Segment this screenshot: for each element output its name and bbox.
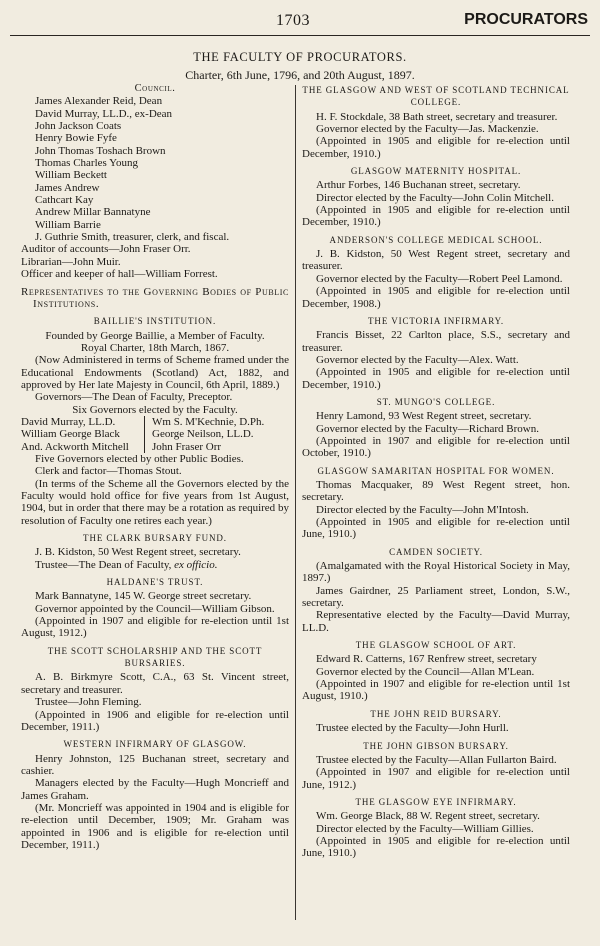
charter-line: Charter, 6th June, 1796, and 20th August, 1897. — [185, 68, 415, 82]
section-heading-anderson: ANDERSON'S COLLEGE MEDICAL SCHOOL. — [329, 234, 543, 245]
section-heading-haldane: HALDANE'S TRUST. — [106, 577, 204, 588]
council-member: John Thomas Toshach Brown — [35, 144, 166, 157]
baillie-clerk: Clerk and factor—Thomas Stout. — [35, 465, 182, 478]
baillie-five-governors: Five Governors elected by other Public Bodies. — [35, 452, 244, 465]
technical-secretary: H. F. Stockdale, 38 Bath street, secretary and treasurer. — [316, 110, 558, 123]
section-heading-victoria: THE VICTORIA INFIRMARY. — [368, 315, 504, 326]
haldane-secretary: Mark Bannatyne, 145 W. George street secretary. — [35, 590, 252, 603]
section-heading-clark: THE CLARK BURSARY FUND. — [83, 533, 227, 544]
haldane-governor: Governor appointed by the Council—William Gibson. — [35, 602, 275, 615]
anderson-appointed: (Appointed in 1905 and eligible for re-election until December, 1908.) — [302, 285, 570, 310]
anderson-governor: Governor elected by the Faculty—Robert Peel Lamond. — [316, 272, 563, 285]
mungo-secretary: Henry Lamond, 93 West Regent street, secretary. — [316, 410, 532, 423]
baillie-royal-charter: Royal Charter, 18th March, 1867. — [80, 341, 230, 354]
maternity-secretary: Arthur Forbes, 146 Buchanan street, secretary. — [316, 179, 521, 192]
governor-name: Wm S. M'Kechnie, D.Ph. — [152, 415, 265, 428]
eye-director: Director elected by the Faculty—William Gillies. — [316, 822, 534, 835]
technical-appointed: (Appointed in 1905 and eligible for re-election until December, 1910.) — [302, 135, 570, 160]
victoria-appointed: (Appointed in 1905 and eligible for re-election until December, 1910.) — [302, 366, 570, 391]
page-title: THE FACULTY OF PROCURATORS. — [193, 50, 407, 64]
baillie-administered-note: (Now Administered in terms of Scheme framed under the Educational Endowments (Scotland) Act, 1882, and approved by Her late Majesty in Council, 6th April, 1889.) — [21, 354, 289, 391]
governors-left-list — [21, 416, 145, 453]
right-column — [302, 84, 570, 942]
art-governor: Governor elected by the Council—Allan M'Lean. — [316, 665, 535, 678]
victoria-secretary: Francis Bisset, 22 Carlton place, S.S., secretary and treasurer. — [302, 329, 570, 354]
haldane-appointed: (Appointed in 1907 and eligible for re-election until 1st August, 1912.) — [21, 615, 289, 640]
maternity-appointed: (Appointed in 1905 and eligible for re-election until December, 1910.) — [302, 204, 570, 229]
scott-appointed: (Appointed in 1906 and eligible for re-election until December, 1911.) — [21, 708, 289, 733]
council-member: Thomas Charles Young — [35, 157, 138, 170]
section-heading-gibson: THE JOHN GIBSON BURSARY. — [363, 740, 509, 751]
page-number: 1703 — [276, 12, 310, 29]
council-member: Andrew Millar Bannatyne — [35, 206, 151, 219]
officer-line: Officer and keeper of hall—William Forrest. — [21, 268, 218, 281]
left-column — [21, 83, 289, 941]
anderson-secretary: J. B. Kidston, 50 West Regent street, secretary and treasurer. — [302, 248, 570, 273]
council-member: J. Guthrie Smith, treasurer, clerk, and fiscal. — [35, 231, 230, 244]
western-note: (Mr. Moncrieff was appointed in 1904 and is eligible for re-election until December, 1909; Mr. Graham was appointed in 1906 and is eligible for re-election until December, 1911.) — [21, 801, 289, 851]
samaritan-director: Director elected by the Faculty—John M'Intosh. — [316, 503, 529, 516]
council-member: James Alexander Reid, Dean — [35, 95, 163, 108]
samaritan-secretary: Thomas Macquaker, 89 West Regent street, hon. secretary. — [302, 478, 570, 504]
governors-table — [21, 416, 289, 453]
western-managers: Managers elected by the Faculty—Hugh Moncrieff and James Graham. — [21, 777, 289, 802]
reid-trustee: Trustee elected by the Faculty—John Hurll. — [316, 722, 509, 735]
section-heading-scott: THE SCOTT SCHOLARSHIP AND THE SCOTT BURSARIES. — [47, 645, 263, 669]
mungo-governor: Governor elected by the Faculty—Richard Brown. — [316, 422, 539, 435]
section-heading-baillie: BAILLIE'S INSTITUTION. — [93, 316, 217, 327]
running-head: PROCURATORS — [464, 11, 588, 28]
baillie-scheme-note: (In terms of the Scheme all the Governors elected by the Faculty would hold office for five years from 1st August, 1904, but in order that there may be a rotation as required by resolution of Faculty one retires each year.) — [21, 477, 289, 527]
council-member: David Murray, LL.D., ex-Dean — [35, 107, 173, 120]
baillie-six-governors: Six Governors elected by the Faculty. — [72, 403, 238, 416]
governor-name: David Murray, LL.D. — [21, 415, 116, 428]
camden-secretary: James Gairdner, 25 Parliament street, London, S.W., secretary. — [302, 584, 570, 610]
council-member: James Andrew — [35, 181, 100, 194]
clark-trustee: Trustee—The Dean of Faculty, ex officio. — [35, 558, 218, 571]
scott-trustee: Trustee—John Fleming. — [35, 696, 142, 709]
technical-governor: Governor elected by the Faculty—Jas. Mackenzie. — [316, 123, 539, 136]
western-secretary: Henry Johnston, 125 Buchanan street, secretary and cashier. — [21, 752, 289, 777]
council-member: Cathcart Kay — [35, 194, 94, 207]
camden-representative: Representative elected by the Faculty—David Murray, LL.D. — [302, 609, 570, 634]
eye-appointed: (Appointed in 1905 and eligible for re-election until June, 1910.) — [302, 834, 570, 860]
governor-name: John Fraser Orr — [152, 440, 222, 453]
section-heading-samaritan: GLASGOW SAMARITAN HOSPITAL FOR WOMEN. — [317, 465, 555, 476]
section-heading-technical: THE GLASGOW AND WEST OF SCOTLAND TECHNICAL COLLEGE. — [302, 85, 570, 108]
section-heading-eye: THE GLASGOW EYE INFIRMARY. — [355, 796, 517, 807]
gibson-appointed: (Appointed in 1907 and eligible for re-election until June, 1912.) — [302, 766, 570, 791]
auditor-line: Auditor of accounts—John Fraser Orr. — [21, 243, 191, 256]
mungo-appointed: (Appointed in 1907 and eligible for re-election until October, 1910.) — [302, 434, 570, 460]
governor-name: William George Black — [21, 428, 120, 441]
section-heading-maternity: GLASGOW MATERNITY HOSPITAL. — [350, 166, 522, 177]
art-secretary: Edward R. Catterns, 167 Renfrew street, secretary — [316, 653, 537, 666]
art-appointed: (Appointed in 1907 and eligible for re-election until 1st August, 1910.) — [302, 678, 570, 703]
section-heading-art: THE GLASGOW SCHOOL OF ART. — [355, 640, 517, 651]
scott-secretary: A. B. Birkmyre Scott, C.A., 63 St. Vincent street, secretary and treasurer. — [21, 671, 289, 696]
council-member: John Jackson Coats — [35, 120, 122, 133]
governor-name: And. Ackworth Mitchell — [21, 440, 129, 453]
samaritan-appointed: (Appointed in 1905 and eligible for re-election until June, 1910.) — [302, 516, 570, 541]
baillie-governors: Governors—The Dean of Faculty, Preceptor. — [35, 391, 233, 404]
section-heading-reid: THE JOHN REID BURSARY. — [370, 708, 502, 719]
maternity-director: Director elected by the Faculty—John Colin Mitchell. — [316, 191, 554, 204]
council-member: William Beckett — [35, 169, 107, 182]
representatives-heading: Representatives to the Governing Bodies of Public Institutions. — [21, 285, 289, 310]
section-heading-western: WESTERN INFIRMARY OF GLASGOW. — [63, 739, 247, 750]
victoria-governor: Governor elected by the Faculty—Alex. Watt. — [316, 353, 519, 366]
council-heading: Council. — [134, 83, 176, 94]
governor-name: George Neilson, LL.D. — [152, 428, 254, 441]
baillie-founded: Founded by George Baillie, a Member of Faculty. — [45, 329, 265, 342]
camden-amalgamated: (Amalgamated with the Royal Historical Society in May, 1897.) — [302, 560, 570, 585]
eye-secretary: Wm. George Black, 88 W. Regent street, secretary. — [316, 810, 540, 823]
librarian-line: Librarian—John Muir. — [21, 255, 121, 268]
governors-right-list — [145, 416, 264, 453]
column-divider — [295, 85, 296, 920]
council-member: William Barrie — [35, 218, 101, 231]
header-rule — [10, 35, 590, 36]
clark-secretary: J. B. Kidston, 50 West Regent street, secretary. — [35, 546, 241, 559]
council-member: Henry Bowie Fyfe — [35, 132, 117, 145]
section-heading-camden: CAMDEN SOCIETY. — [389, 546, 483, 557]
gibson-trustee: Trustee elected by the Faculty—Allan Fullarton Baird. — [316, 753, 557, 766]
section-heading-mungo: ST. MUNGO'S COLLEGE. — [376, 396, 496, 407]
